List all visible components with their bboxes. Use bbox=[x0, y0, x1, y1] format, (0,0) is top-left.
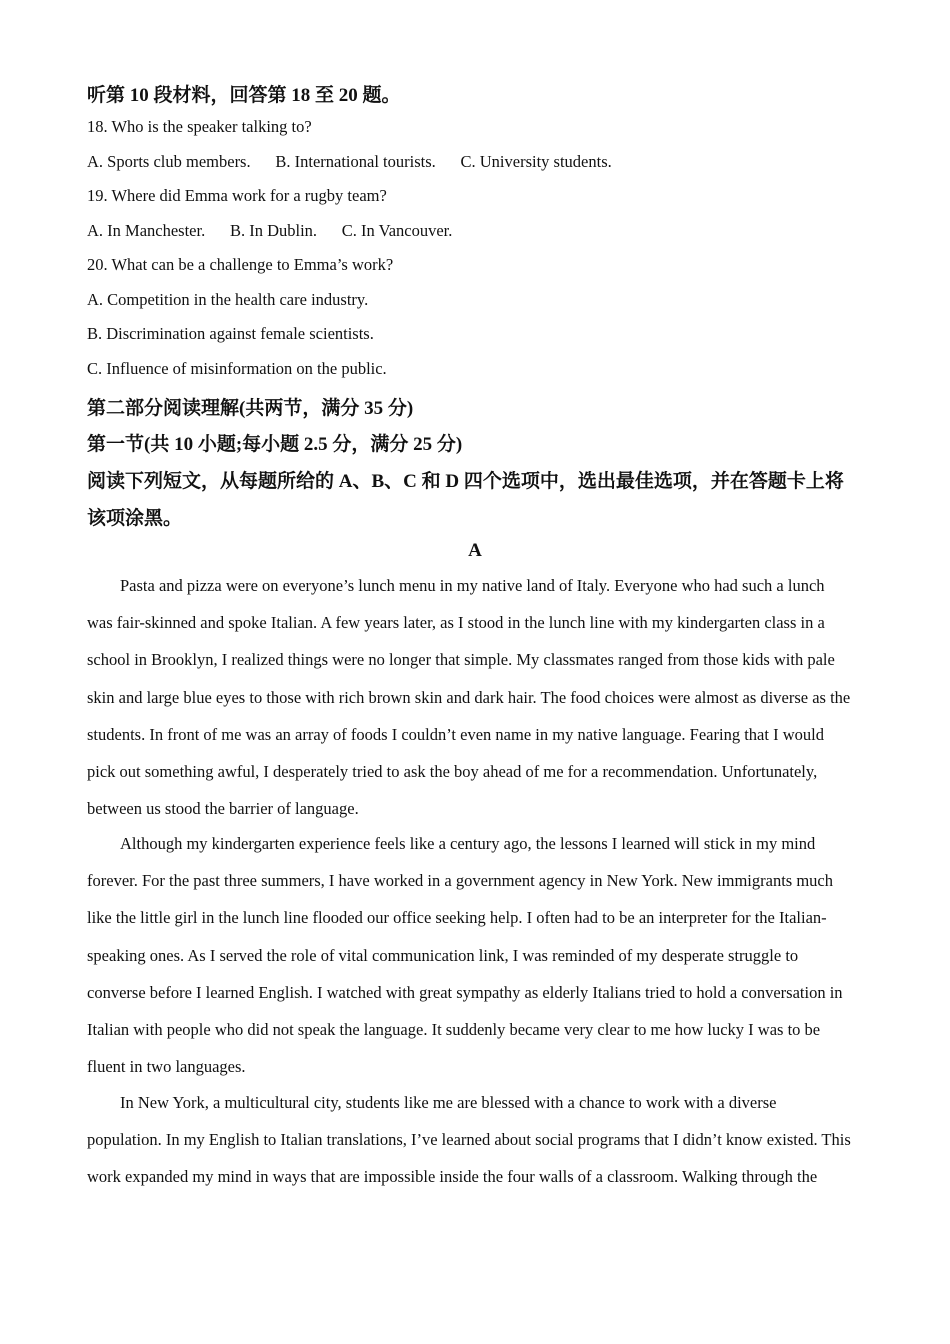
listening-heading: 听第 10 段材料，回答第 18 至 20 题。 bbox=[87, 85, 401, 106]
passage-line: like the little girl in the lunch line flooded our office seeking help. I often had to be an interpreter for the Italian- bbox=[87, 908, 827, 928]
answer-option: A. In Manchester. B. In Dublin. C. In Vancouver. bbox=[87, 220, 453, 240]
section-heading: 第一节(共 10 小题;每小题 2.5 分，满分 25 分) bbox=[87, 434, 463, 455]
passage-line: forever. For the past three summers, I have worked in a government agency in New York. New immigrants much bbox=[87, 871, 833, 891]
answer-option: C. Influence of misinformation on the public. bbox=[87, 358, 387, 378]
passage-line: school in Brooklyn, I realized things were no longer that simple. My classmates ranged from those kids with pale bbox=[87, 650, 835, 670]
passage-line: between us stood the barrier of language. bbox=[87, 799, 359, 819]
instruction-line-1: 阅读下列短文，从每题所给的 A、B、C 和 D 四个选项中，选出最佳选项，并在答题卡上将 bbox=[87, 471, 844, 492]
passage-line: converse before I learned English. I watched with great sympathy as elderly Italians tried to hold a conversation in bbox=[87, 982, 843, 1002]
question-text: 18. Who is the speaker talking to? bbox=[87, 117, 312, 136]
answer-option: A. Sports club members. B. International tourists. C. University students. bbox=[87, 151, 612, 171]
answer-option: A. Competition in the health care industry. bbox=[87, 289, 369, 309]
instruction-line-2: 该项涂黑。 bbox=[87, 508, 183, 529]
passage-line: skin and large blue eyes to those with rich brown skin and dark hair. The food choices were almost as diverse as the bbox=[87, 687, 851, 707]
passage-line: speaking ones. As I served the role of vital communication link, I was reminded of my desperate struggle to bbox=[87, 945, 799, 965]
passage-title: A bbox=[468, 540, 482, 561]
passage-line: fluent in two languages. bbox=[87, 1057, 246, 1077]
passage-line: students. In front of me was an array of foods I couldn’t even name in my native language. Fearing that I would bbox=[87, 724, 824, 744]
passage-line: work expanded my mind in ways that are impossible inside the four walls of a classroom. Walking through the bbox=[87, 1167, 818, 1187]
answer-option: B. Discrimination against female scientists. bbox=[87, 324, 374, 343]
passage-line: population. In my English to Italian translations, I’ve learned about social programs that I didn’t know existed. This bbox=[87, 1130, 851, 1150]
passage-line: Although my kindergarten experience feels like a century ago, the lessons I learned will stick in my mind bbox=[120, 834, 816, 853]
passage-line: pick out something awful, I desperately tried to ask the boy ahead of me for a recommendation. Unfortunately, bbox=[87, 762, 818, 781]
question-text: 20. What can be a challenge to Emma’s work? bbox=[87, 255, 394, 274]
part-heading: 第二部分阅读理解(共两节，满分 35 分) bbox=[87, 398, 414, 419]
question-text: 19. Where did Emma work for a rugby team? bbox=[87, 186, 387, 205]
passage-line: Pasta and pizza were on everyone’s lunch menu in my native land of Italy. Everyone who had such a lunch bbox=[120, 576, 825, 595]
passage-line: Italian with people who did not speak the language. It suddenly became very clear to me how lucky I was to be bbox=[87, 1020, 821, 1039]
passage-line: In New York, a multicultural city, students like me are blessed with a chance to work with a diverse bbox=[120, 1093, 777, 1112]
passage-line: was fair-skinned and spoke Italian. A few years later, as I stood in the lunch line with my kindergarten class in a bbox=[87, 613, 825, 633]
